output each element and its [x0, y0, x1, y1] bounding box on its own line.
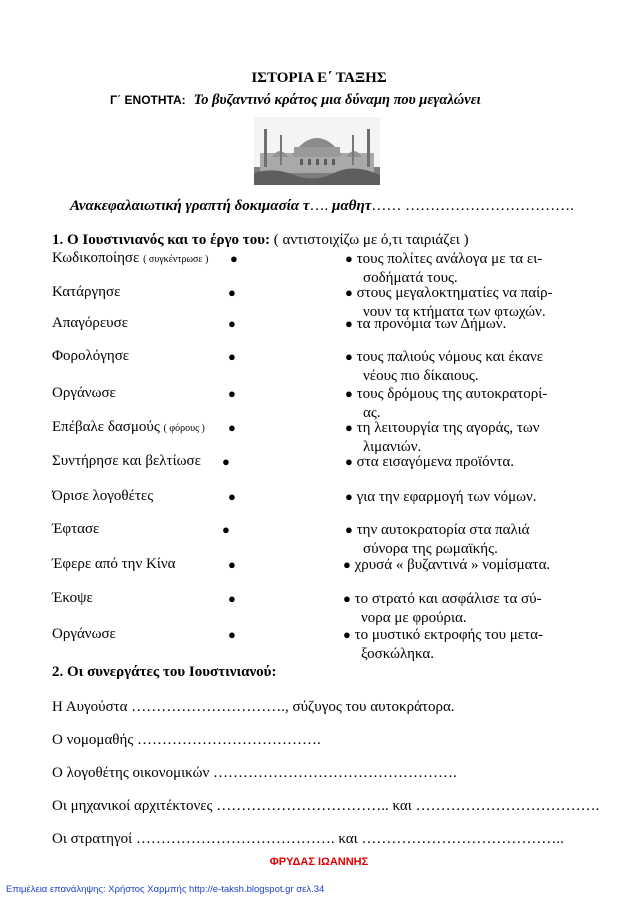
match-left-item — [52, 521, 99, 538]
match-left-item — [52, 315, 128, 332]
match-right-text-cont: νορα με φρούρια. — [361, 610, 467, 626]
match-left-text: Φορολόγησε — [52, 348, 130, 364]
match-right-bullet[interactable]: ● — [345, 316, 353, 331]
match-left-note: ( φόρους ) — [163, 423, 205, 434]
match-right-item — [345, 487, 537, 507]
match-left-bullet[interactable]: ● — [222, 454, 230, 469]
match-right-item — [345, 314, 506, 334]
match-left-bullet[interactable]: ● — [228, 557, 236, 572]
match-right-text-cont: ξοσκώληκα. — [361, 646, 435, 662]
match-left-text: Όρισε λογοθέτες — [52, 488, 154, 504]
match-left-item — [52, 488, 153, 505]
match-right-text: για την εφαρμογή των νόμων. — [356, 489, 537, 505]
match-right-text: το μυστικό εκτροφής του μετα- — [354, 627, 543, 643]
match-right-bullet[interactable]: ● — [343, 591, 351, 606]
footer-credit: Επιμέλεια επανάληψης: Χρήστος Χαρμπής http://e-taksh.blogspot.gr σελ.34 — [6, 884, 325, 895]
fill-in-line: Ο νομομαθής ………………………………. — [52, 732, 321, 748]
match-left-item — [52, 385, 116, 402]
match-left-text: Κωδικοποίησε — [52, 250, 140, 266]
fill-in-line: Οι μηχανικοί αρχιτέκτονες …………………………….. και ………………………………. — [52, 798, 600, 814]
match-right-text-cont: ας. — [363, 405, 381, 421]
match-right-text: την αυτοκρατορία στα παλιά — [356, 522, 530, 538]
test-dots-1: …. — [309, 198, 329, 214]
match-right-item — [343, 625, 543, 664]
match-left-bullet[interactable]: ● — [228, 285, 236, 300]
match-right-item — [345, 520, 530, 559]
match-left-item — [52, 250, 208, 267]
match-right-bullet[interactable]: ● — [345, 522, 353, 537]
match-left-bullet[interactable]: ● — [230, 251, 238, 266]
match-left-text: Απαγόρευσε — [52, 315, 128, 331]
match-right-text-cont: λιμανιών. — [363, 439, 422, 455]
question-1-title: 1. Ο Ιουστινιανός και το έργο του: — [52, 232, 270, 248]
match-right-text: τους δρόμους της αυτοκρατορί- — [356, 386, 548, 402]
hagia-sophia-photo — [254, 117, 380, 185]
match-left-bullet[interactable]: ● — [228, 489, 236, 504]
match-left-text: Έκοψε — [52, 590, 93, 606]
match-left-bullet[interactable]: ● — [222, 522, 230, 537]
match-left-item — [52, 556, 176, 573]
match-right-text-cont: σύνορα της ρωμαϊκής. — [363, 541, 498, 557]
match-right-bullet[interactable]: ● — [345, 251, 353, 266]
match-left-text: Οργάνωσε — [52, 626, 116, 642]
match-left-item — [52, 284, 120, 301]
match-right-text: τους παλιούς νόμους και έκανε — [356, 349, 544, 365]
question-1-heading — [52, 232, 469, 249]
match-right-item — [345, 452, 514, 472]
match-left-bullet[interactable]: ● — [228, 627, 236, 642]
unit-heading — [110, 92, 481, 109]
fill-in-line: Οι στρατηγοί …………………………………. και ………………………………….. — [52, 831, 564, 847]
match-right-text: χρυσά « βυζαντινά » νομίσματα. — [354, 557, 551, 573]
match-right-bullet[interactable]: ● — [343, 557, 351, 572]
match-left-note: ( συγκέντρωσε ) — [143, 254, 209, 265]
match-left-text: Έφερε από την Κίνα — [52, 556, 176, 572]
match-right-bullet[interactable]: ● — [345, 420, 353, 435]
match-left-item — [52, 419, 205, 436]
match-right-item — [343, 555, 550, 575]
match-right-text: τη λειτουργία της αγοράς, των — [356, 420, 540, 436]
match-right-text-cont: νέους πιο δίκαιους. — [363, 368, 479, 384]
match-right-text: το στρατό και ασφάλισε τα σύ- — [354, 591, 542, 607]
match-right-text: στα εισαγόμενα προϊόντα. — [356, 454, 514, 470]
match-left-item — [52, 348, 129, 365]
match-left-bullet[interactable]: ● — [228, 591, 236, 606]
match-left-item — [52, 590, 93, 607]
match-left-text: Συντήρησε και βελτίωσε — [52, 453, 201, 469]
fill-in-line: Ο λογοθέτης οικονομικών …………………………………………. — [52, 765, 457, 781]
question-1-instruction: ( αντιστοιχίζω με ό,τι ταιριάζει ) — [273, 232, 469, 248]
match-right-bullet[interactable]: ● — [345, 386, 353, 401]
match-left-bullet[interactable]: ● — [228, 420, 236, 435]
match-right-text: στους μεγαλοκτηματίες να παίρ- — [356, 285, 553, 301]
page-title: ΙΣΤΟΡΙΑ Ε΄ ΤΑΞΗΣ — [251, 70, 387, 86]
match-right-bullet[interactable]: ● — [345, 285, 353, 300]
match-left-bullet[interactable]: ● — [228, 386, 236, 401]
match-right-item — [343, 589, 542, 628]
match-right-text-cont: νουν τα κτήματα των φτωχών. — [363, 304, 546, 320]
match-right-bullet[interactable]: ● — [343, 627, 351, 642]
test-title — [70, 198, 574, 215]
match-right-bullet[interactable]: ● — [345, 454, 353, 469]
match-right-item — [345, 347, 543, 386]
match-left-item — [52, 453, 201, 470]
match-left-bullet[interactable]: ● — [228, 349, 236, 364]
match-left-text: Οργάνωσε — [52, 385, 116, 401]
author-name: ΦΡΥΔΑΣ ΙΩΑΝΝΗΣ — [269, 856, 369, 868]
match-right-text: τα προνόμια των Δήμων. — [356, 316, 507, 332]
question-2-title: 2. Οι συνεργάτες του Ιουστινιανού: — [52, 664, 277, 680]
test-title-text: Ανακεφαλαιωτική γραπτή δοκιμασία τ — [70, 198, 310, 214]
match-right-text: τους πολίτες ανάλογα με τα ει- — [356, 251, 543, 267]
match-right-text-cont: σοδήματά τους. — [363, 270, 458, 286]
match-right-bullet[interactable]: ● — [345, 489, 353, 504]
match-left-bullet[interactable]: ● — [228, 316, 236, 331]
unit-label: Γ΄ ΕΝΟΤΗΤΑ: — [110, 93, 186, 107]
match-left-item — [52, 626, 116, 643]
fill-in-line: Η Αυγούστα …………………………., σύζυγος του αυτοκράτορα. — [52, 699, 455, 715]
student-name-blank: …… ……………………………. — [371, 198, 574, 214]
match-right-bullet[interactable]: ● — [345, 349, 353, 364]
match-left-text: Επέβαλε δασμούς — [52, 419, 160, 435]
match-left-text: Κατάργησε — [52, 284, 121, 300]
match-left-text: Έφτασε — [52, 521, 100, 537]
student-label: μαθητ — [332, 198, 372, 214]
unit-subject: Το βυζαντινό κράτος μια δύναμη που μεγαλώνει — [193, 92, 481, 108]
